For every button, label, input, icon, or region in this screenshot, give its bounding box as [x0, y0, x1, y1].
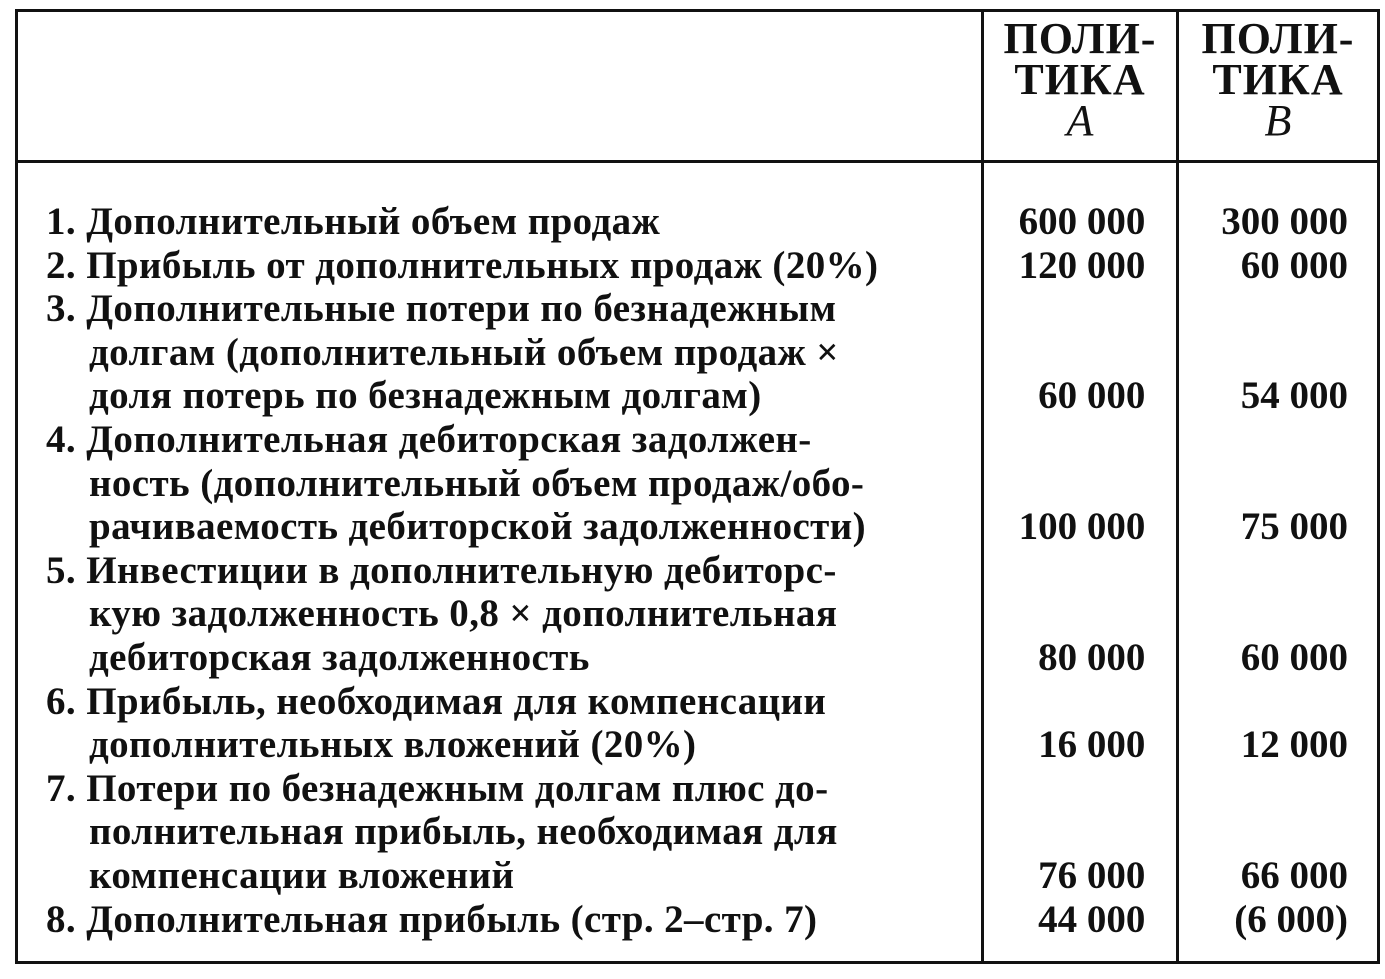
row-description-line: 6. Прибыль, необходимая для компенсации — [46, 679, 827, 723]
table-row — [18, 767, 1377, 898]
header-divider — [18, 160, 1377, 163]
row-description-line: 3. Дополнительные потери по безнадежным — [46, 287, 837, 331]
header-policy-a — [984, 14, 1176, 145]
row-description — [18, 287, 980, 418]
value-policy-a: 100 000 — [1018, 505, 1146, 549]
row-description-line: компенсации вложений — [89, 853, 515, 897]
row-description — [18, 898, 980, 942]
row-description — [18, 680, 980, 767]
row-description-line: 8. Дополнительная прибыль (стр. 2–стр. 7) — [46, 897, 818, 941]
row-description-line: ность (дополнительный объем продаж/обо- — [89, 461, 865, 505]
value-policy-b: 60 000 — [1240, 635, 1348, 679]
value-policy-b: 300 000 — [1221, 200, 1348, 243]
header-policy-b — [1179, 14, 1377, 145]
table-row — [18, 200, 1377, 244]
value-policy-b: 75 000 — [1240, 505, 1348, 549]
value-policy-a: 76 000 — [1038, 853, 1146, 897]
row-description-line: полнительная прибыль, необходимая для — [89, 810, 838, 854]
row-description-line: дополнительных вложений (20%) — [89, 723, 697, 767]
row-description — [18, 244, 980, 288]
row-description — [18, 767, 980, 898]
value-policy-b: 12 000 — [1240, 723, 1348, 767]
header-a-line1: ПОЛИ- — [1003, 14, 1157, 63]
row-description-line: дебиторская задолженность — [89, 635, 590, 679]
value-policy-a: 120 000 — [1018, 243, 1146, 287]
value-policy-b: 54 000 — [1240, 374, 1348, 418]
row-description — [18, 418, 980, 549]
row-description — [18, 200, 980, 244]
value-policy-a: 80 000 — [1038, 635, 1146, 679]
row-description — [18, 549, 980, 680]
header-a-line2: ТИКА — [1014, 55, 1146, 104]
value-policy-a: 44 000 — [1038, 897, 1146, 941]
table-row — [18, 680, 1377, 767]
row-description-line: рачиваемость дебиторской задолженности) — [89, 505, 866, 549]
value-policy-b: 66 000 — [1240, 853, 1348, 897]
value-policy-a: 600 000 — [1018, 200, 1146, 243]
table-body — [18, 200, 1377, 941]
header-a-letter: A — [1066, 96, 1094, 145]
row-description-line: 5. Инвестиции в дополнительную дебиторс- — [46, 548, 837, 592]
row-description-line: 2. Прибыль от дополнительных продаж (20%) — [46, 243, 879, 287]
value-policy-a: 16 000 — [1038, 723, 1146, 767]
value-policy-b: 60 000 — [1240, 243, 1348, 287]
row-description-line: 7. Потери по безнадежным долгам плюс до- — [46, 766, 829, 810]
row-description-line: 1. Дополнительный объем продаж — [46, 200, 661, 243]
table-row — [18, 244, 1377, 288]
value-policy-a: 60 000 — [1038, 374, 1146, 418]
table-row — [18, 898, 1377, 942]
header-b-line2: ТИКА — [1212, 55, 1344, 104]
header-b-letter: B — [1264, 96, 1292, 145]
row-description-line: 4. Дополнительная дебиторская задолжен- — [46, 417, 812, 461]
header-b-line1: ПОЛИ- — [1201, 14, 1355, 63]
row-description-line: долгам (дополнительный объем продаж × — [89, 330, 839, 374]
table-frame — [15, 9, 1380, 964]
row-description-line: доля потерь по безнадежным долгам) — [89, 374, 762, 418]
table-row — [18, 549, 1377, 680]
table-row — [18, 287, 1377, 418]
table-row — [18, 418, 1377, 549]
row-description-line: кую задолженность 0,8 × дополнительная — [89, 592, 838, 636]
value-policy-b: (6 000) — [1234, 897, 1348, 941]
